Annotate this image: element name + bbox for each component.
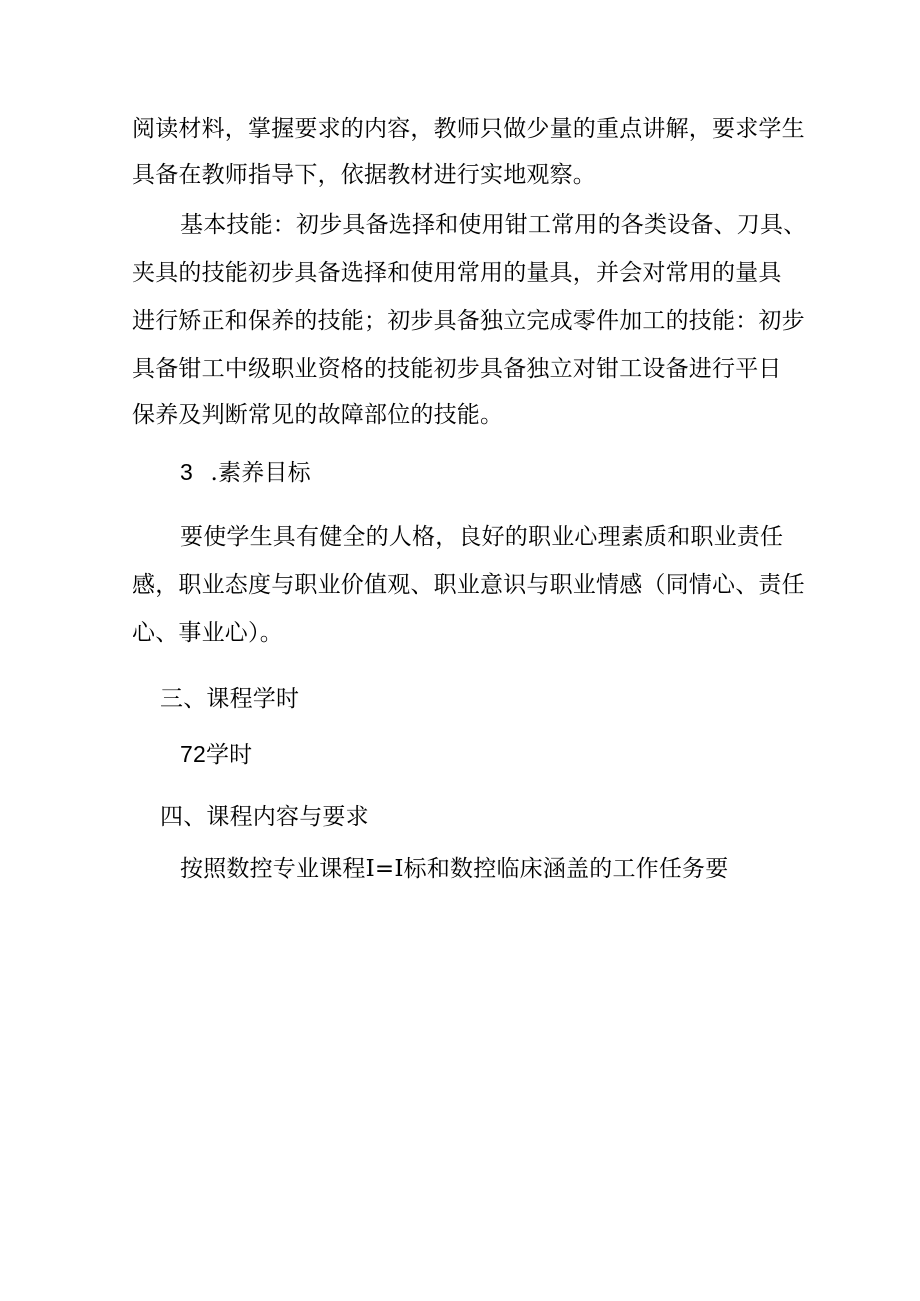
hours-number: 72 [180,741,206,767]
heading-course-hours: 三、课程学时 [160,686,300,712]
hours-unit: 学时 [205,742,253,768]
paragraph-skills-line-4: 具备钳工中级职业资格的技能初步具备独立对钳工设备进行平日 [132,356,782,382]
paragraph-reading-line-1: 阅读材料，掌握要求的内容，教师只做少量的重点讲解，要求学生 [132,116,805,142]
section3-title: .素养目标 [210,460,311,486]
heading-course-content: 四、课程内容与要求 [160,804,369,830]
paragraph-skills-line-3: 进行矫正和保养的技能；初步具备独立完成零件加工的技能：初步 [132,308,805,334]
paragraph-skills-line-5: 保养及判断常见的故障部位的技能。 [132,402,504,428]
course-hours-value [180,739,252,770]
paragraph-literacy-line-3: 心、事业心）。 [132,620,283,646]
paragraph-reading-line-2: 具备在教师指导下，依据教材进行实地观察。 [132,162,596,188]
paragraph-content-line-1: 按照数控专业课程I=I标和数控临床涵盖的工作任务要 [180,856,729,882]
section3-heading [180,457,311,488]
paragraph-skills-line-2: 夹具的技能初步具备选择和使用常用的量具，并会对常用的量具 [132,260,782,286]
section3-number: 3 [180,459,193,485]
paragraph-skills-line-1: 基本技能：初步具备选择和使用钳工常用的各类设备、刀具、 [180,212,807,238]
paragraph-literacy-line-2: 感，职业态度与职业价值观、职业意识与职业情感（同情心、责任 [132,572,805,598]
paragraph-literacy-line-1: 要使学生具有健全的人格，良好的职业心理素质和职业责任 [180,524,784,550]
